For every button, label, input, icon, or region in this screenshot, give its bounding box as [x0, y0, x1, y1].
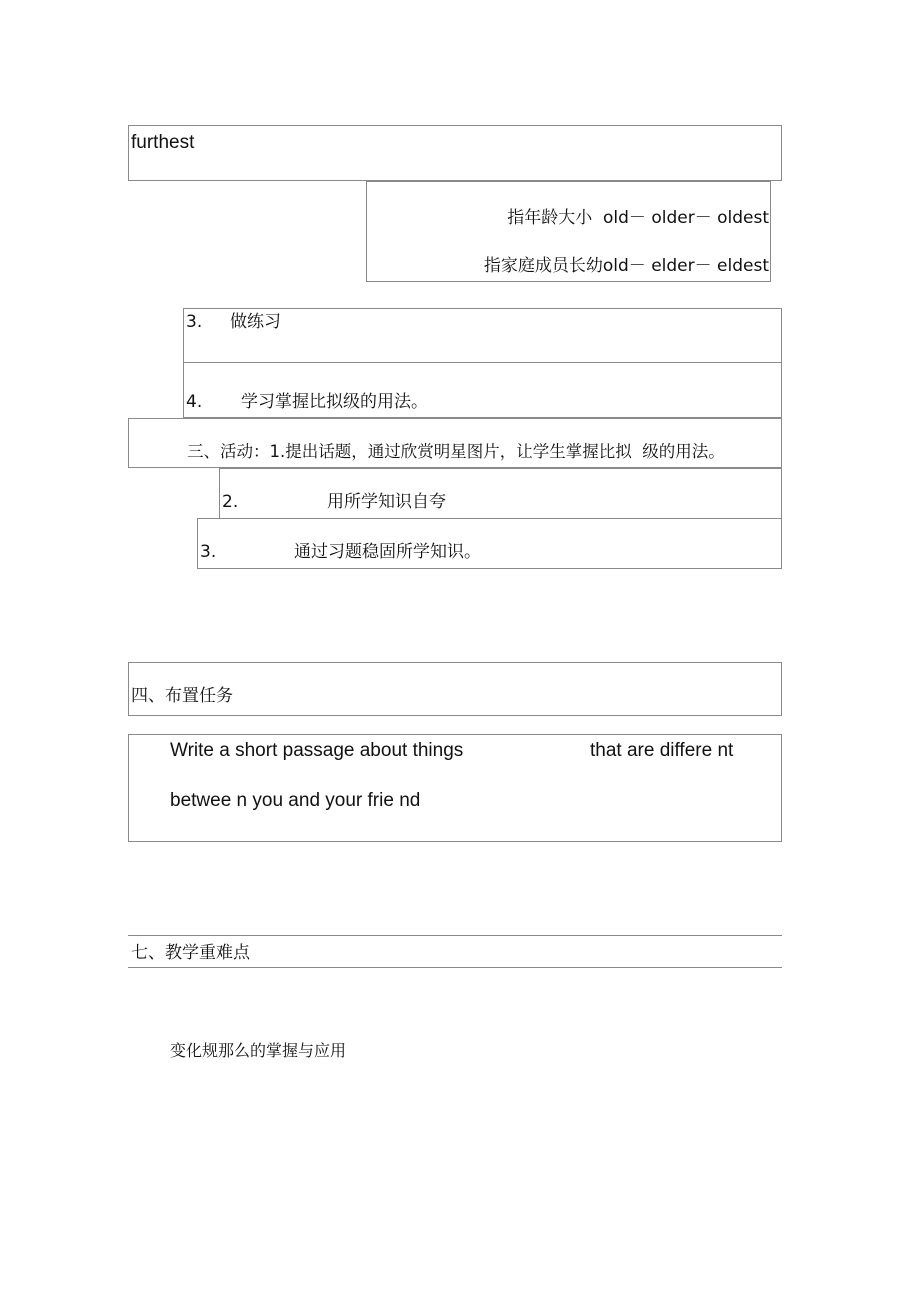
step-4-text: 学习掌握比拟级的用法。: [241, 392, 428, 412]
key-points-top-rule: [128, 935, 782, 936]
activity-2-text: 用所学知识自夸: [327, 492, 446, 512]
furthest-text: furthest: [131, 132, 195, 153]
age-comparison-line: 指年龄大小 old－ older－ oldest: [507, 208, 769, 228]
task-line-1a: Write a short passage about things: [170, 740, 464, 761]
step-3-text: 做练习: [230, 312, 281, 332]
step-3-number: 3.: [186, 312, 203, 332]
activity-2-row: [219, 468, 782, 519]
key-points-content: 变化规那么的掌握与应用: [170, 1041, 347, 1060]
task-heading: 四、布置任务: [131, 686, 233, 706]
activity-3-text: 通过习题稳固所学知识。: [294, 542, 481, 562]
family-comparison-line: 指家庭成员长幼old－ elder－ eldest: [483, 256, 769, 276]
task-line-1b: that are differe nt: [590, 740, 734, 761]
key-points-bottom-rule: [128, 967, 782, 968]
activity-3-number: 3.: [200, 542, 217, 562]
activity-2-number: 2.: [222, 492, 239, 512]
step-4-number: 4.: [186, 392, 203, 412]
furthest-row: [128, 125, 782, 181]
activity-text: 三、活动：1.提出话题，通过欣赏明星图片，让学生掌握比拟 级的用法。: [187, 442, 725, 461]
task-line-2: betwee n you and your frie nd: [170, 790, 421, 811]
key-points-heading: 七、教学重难点: [131, 943, 250, 963]
activity-3-row: [197, 518, 782, 569]
